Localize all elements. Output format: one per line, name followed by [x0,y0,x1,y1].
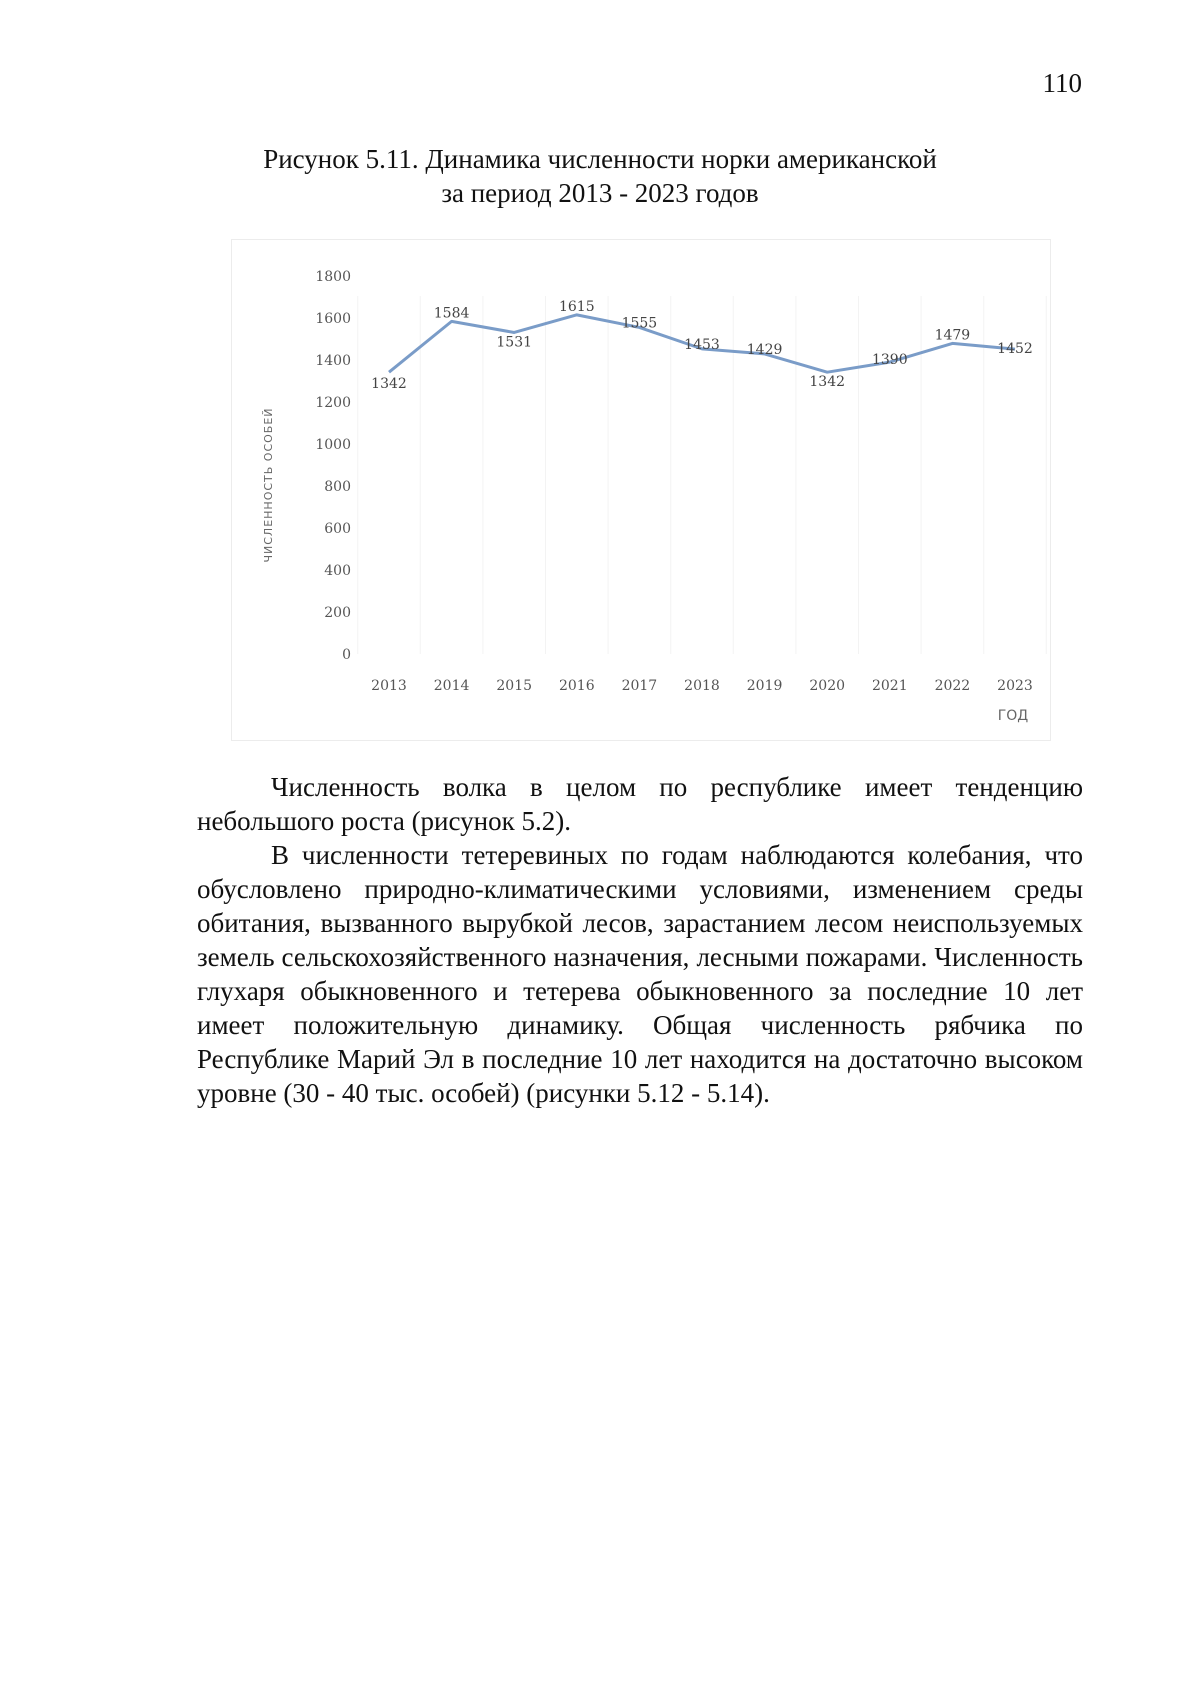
data-label: 1555 [621,315,658,332]
figure-caption [0,142,1200,210]
x-tick-label: 2017 [621,678,658,694]
x-tick-label: 2015 [496,678,533,694]
data-label: 1453 [684,336,720,353]
x-axis-ticks [371,678,1033,694]
data-label: 1584 [433,305,470,322]
paragraph-1: Численность волка в целом по республике имеет тенденцию небольшого роста (рисунок 5.2). [197,772,1083,836]
data-label: 1615 [558,298,595,315]
y-tick-label: 800 [324,479,351,495]
chart-frame [231,239,1051,741]
data-label: 1479 [934,327,971,344]
y-tick-label: 1600 [315,311,351,327]
line-chart [232,240,1050,740]
x-tick-label: 2022 [934,678,971,694]
data-label: 1531 [496,334,533,351]
y-tick-label: 400 [324,563,351,579]
x-tick-label: 2014 [433,678,470,694]
data-label: 1429 [746,341,783,358]
y-axis-title: ЧИСЛЕННОСТЬ ОСОБЕЙ [262,407,275,563]
data-label: 1342 [809,374,846,391]
y-tick-label: 200 [324,605,351,621]
y-tick-label: 0 [342,647,351,663]
x-tick-label: 2020 [809,678,846,694]
x-tick-label: 2018 [684,678,720,694]
data-label: 1452 [997,341,1033,358]
y-tick-label: 1200 [315,395,351,411]
x-axis-title: ГОД [997,708,1029,724]
y-axis-ticks [315,269,351,663]
data-label: 1390 [871,352,908,369]
caption-line-1: Рисунок 5.11. Динамика численности норки американской [263,144,937,174]
body-text [197,770,1083,1110]
y-tick-label: 1800 [315,269,351,285]
data-labels [371,299,1033,392]
data-label: 1342 [371,376,407,393]
x-tick-label: 2013 [371,678,407,694]
y-tick-label: 600 [324,521,351,537]
y-tick-label: 1400 [315,353,351,369]
x-tick-label: 2023 [997,678,1033,694]
paragraph-2: В численности тетеревиных по годам наблюдаются колебания, что обусловлено природно-климатическими условиями, изменением среды обитания, вызванного вырубкой лесов, зарастанием лесом неиспользуемых земель сельскохозяйственного назначения, лесными пожарами. Численность глухаря обыкновенного и тетерева обыкновенного за последние 10 лет имеет положительную динамику. Общая численность рябчика по Республике Марий Эл в последние 10 лет находится на достаточно высоком уровне (30 - 40 тыс. особей) (рисунки 5.12 - 5.14). [197,840,1083,1108]
page-number: 110 [1042,68,1082,98]
x-tick-label: 2021 [871,678,908,694]
x-tick-label: 2019 [746,678,783,694]
x-tick-label: 2016 [558,678,595,694]
caption-line-2: за период 2013 - 2023 годов [441,178,759,208]
y-tick-label: 1000 [315,437,351,453]
